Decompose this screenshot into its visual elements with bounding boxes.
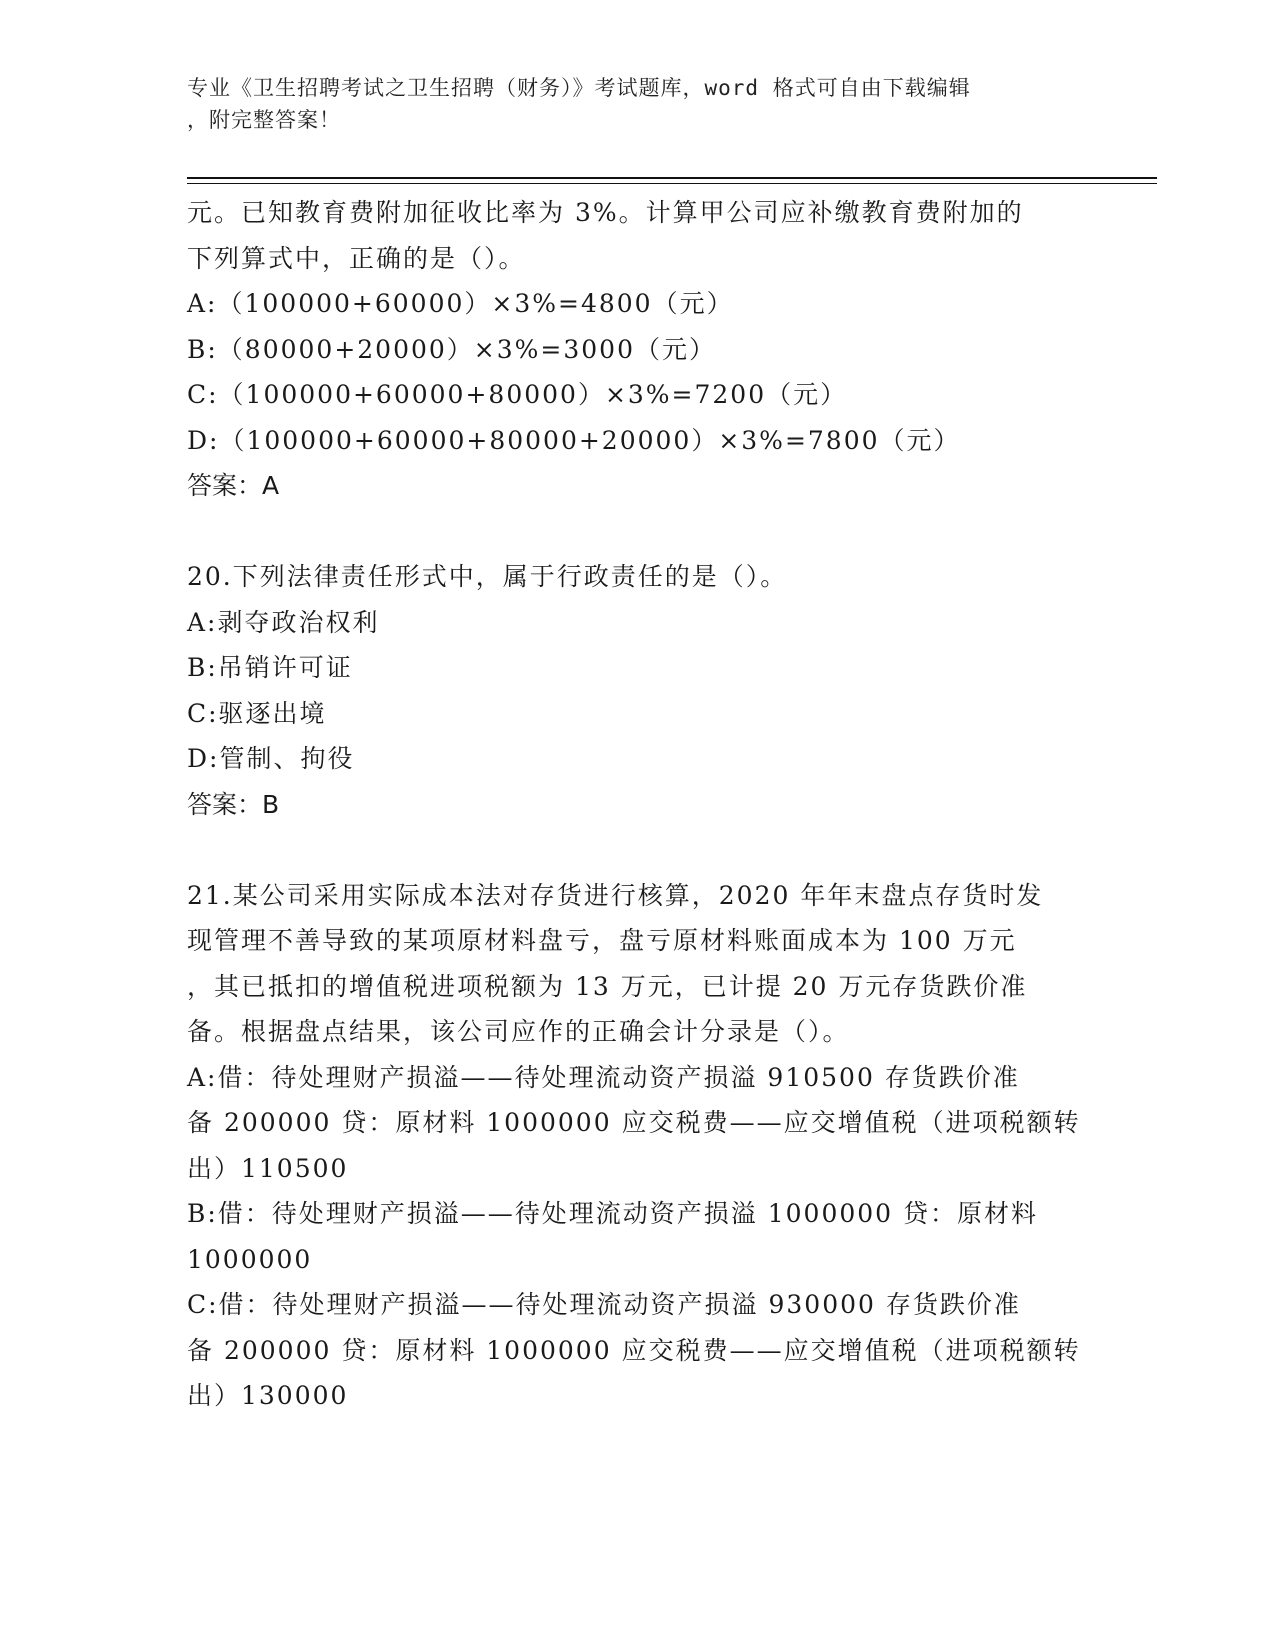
header-divider-thick: [187, 177, 1157, 179]
question-text: 20.下列法律责任形式中，属于行政责任的是（）。: [187, 562, 788, 591]
question-text: 21.某公司采用实际成本法对存货进行核算，2020 年年末盘点存货时发: [187, 880, 1044, 910]
question-text: ，其已抵扣的增值税进项税额为 13 万元，已计提 20 万元存货跌价准: [187, 971, 1028, 1001]
option-b: 1000000: [187, 1244, 313, 1274]
question-21: [187, 873, 1087, 1419]
header-divider-thin: [187, 183, 1157, 184]
option-d: D:管制、拘役: [187, 744, 355, 773]
header-line-2: ，附完整答案！: [187, 108, 341, 132]
option-c: C:（100000+60000+80000）×3%=7200（元）: [187, 380, 848, 409]
option-c: C:驱逐出境: [187, 698, 327, 728]
question-text: 元。已知教育费附加征收比率为 3%。计算甲公司应补缴教育费附加的: [187, 198, 1024, 227]
option-a: 出）110500: [187, 1153, 349, 1183]
option-b: B:吊销许可证: [187, 653, 353, 682]
document-header: [187, 72, 1087, 136]
question-text: 备。根据盘点结果，该公司应作的正确会计分录是（）。: [187, 1017, 850, 1046]
option-a: A:借：待处理财产损溢——待处理流动资产损溢 910500 存货跌价准: [187, 1062, 1020, 1092]
answer: 答案：A: [187, 471, 280, 500]
option-d: D:（100000+60000+80000+20000）×3%=7800（元）: [187, 425, 961, 455]
option-a: 备 200000 贷：原材料 1000000 应交税费——应交增值税（进项税额转: [187, 1108, 1081, 1137]
option-c: 备 200000 贷：原材料 1000000 应交税费——应交增值税（进项税额转: [187, 1335, 1081, 1365]
document-body: [187, 190, 1087, 1419]
option-b: B:借：待处理财产损溢——待处理流动资产损溢 1000000 贷：原材料: [187, 1199, 1039, 1228]
header-line-1: 专业《卫生招聘考试之卫生招聘（财务）》考试题库，word 格式可自由下载编辑: [187, 76, 971, 100]
question-20: [187, 554, 1087, 827]
option-c: C:借：待处理财产损溢——待处理流动资产损溢 930000 存货跌价准: [187, 1290, 1021, 1319]
question-text: 下列算式中，正确的是（）。: [187, 243, 526, 273]
question-19: [187, 190, 1087, 509]
option-c: 出）130000: [187, 1381, 349, 1410]
option-b: B:（80000+20000）×3%=3000（元）: [187, 334, 716, 364]
option-a: A:（100000+60000）×3%=4800（元）: [187, 289, 734, 318]
question-text: 现管理不善导致的某项原材料盘亏，盘亏原材料账面成本为 100 万元: [187, 926, 1017, 955]
option-a: A:剥夺政治权利: [187, 607, 380, 637]
answer: 答案：B: [187, 789, 280, 819]
